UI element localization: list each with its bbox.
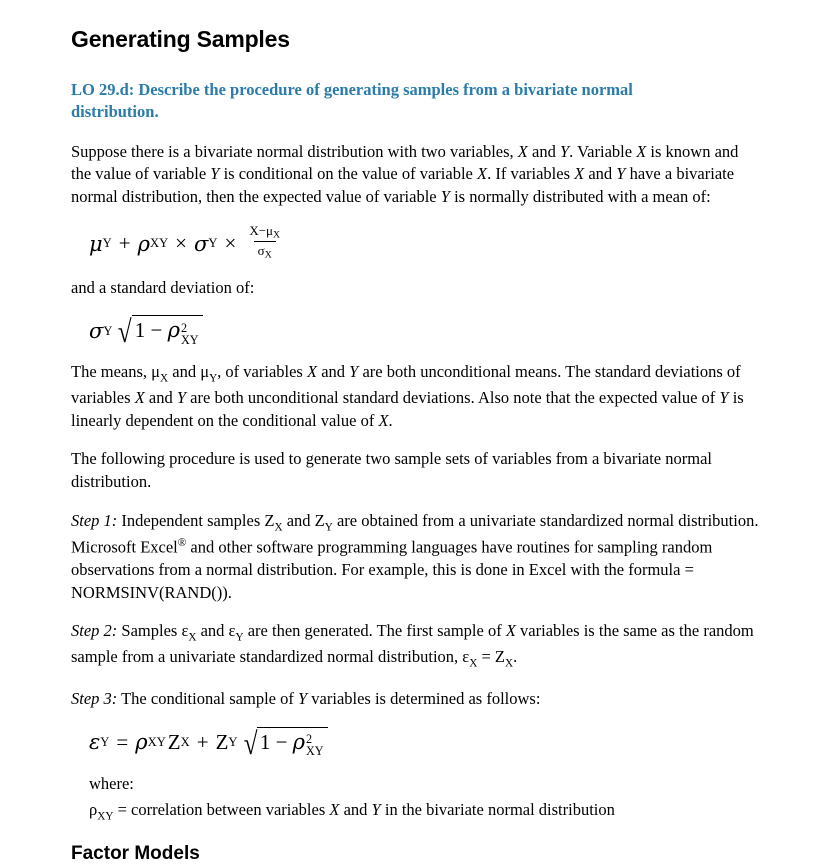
equation-conditional-sd: σ Y √ 1 − ρ 2 XY bbox=[71, 315, 760, 347]
intro-paragraph: Suppose there is a bivariate normal distribution with two variables, X and Y. Variable X is known and the value of variable Y is conditional on the value of variable X. If variables X and Y have a bivariate normal distribution, then the expected value of variable Y is normally distributed with a mean of: bbox=[71, 141, 739, 207]
rho-definition: $\rho_{XY}$ = correlation between variables X and Y in the bivariate normal distribution bbox=[89, 799, 615, 822]
step-1-paragraph: Step 1: Independent samples $Z_X$ and $Z_Y$ are obtained from a univariate standardized normal distribution. Microsoft Excel® and other software programming languages have routines for sampling random observations from a normal distribution. For example, this is done in Excel with the formula = NORMSINV(RAND()). bbox=[71, 510, 759, 602]
step-3-label: Step 3: bbox=[71, 688, 118, 708]
step-1-label: Step 1: bbox=[71, 510, 118, 530]
procedure-paragraph: The following procedure is used to generate two sample sets of variables from a bivariate normal distribution. bbox=[71, 449, 712, 492]
means-paragraph: The means, $\mu_X$ and $\mu_Y$, of variables X and Y are both unconditional means. The standard deviations of variables X and Y are both unconditional standard deviations. Also note that the expected value of Y is linearly dependent on the conditional value of X. bbox=[71, 361, 744, 430]
equation-epsilon-y: ε Y = ρ XY Z X + Z Y √ 1 − ρ 2 XY bbox=[71, 727, 760, 759]
step-2-label: Step 2: bbox=[71, 621, 118, 641]
next-section-heading: Factor Models bbox=[71, 842, 200, 864]
learning-objective-heading: LO 29.d: Describe the procedure of generating samples from a bivariate normal distribution. bbox=[71, 80, 633, 121]
where-block bbox=[71, 772, 760, 825]
equation-conditional-mean: μ Y + ρ XY × σ Y × $\frac{X-\mu X}{\sigma X}$ bbox=[89, 222, 281, 261]
step-2-paragraph: Step 2: Samples $\varepsilon_X$ and $\varepsilon_Y$ are then generated. The first sample of X variables is the same as the random sample from a univariate standardized normal distribution, $\varepsilon_X = Z_X$. bbox=[71, 621, 754, 670]
where-label: where: bbox=[89, 774, 134, 794]
step-3-paragraph: Step 3: The conditional sample of Y variables is determined as follows: bbox=[71, 688, 541, 708]
page-title: Generating Samples bbox=[71, 26, 290, 52]
standard-deviation-lead-in: and a standard deviation of: bbox=[71, 277, 255, 297]
